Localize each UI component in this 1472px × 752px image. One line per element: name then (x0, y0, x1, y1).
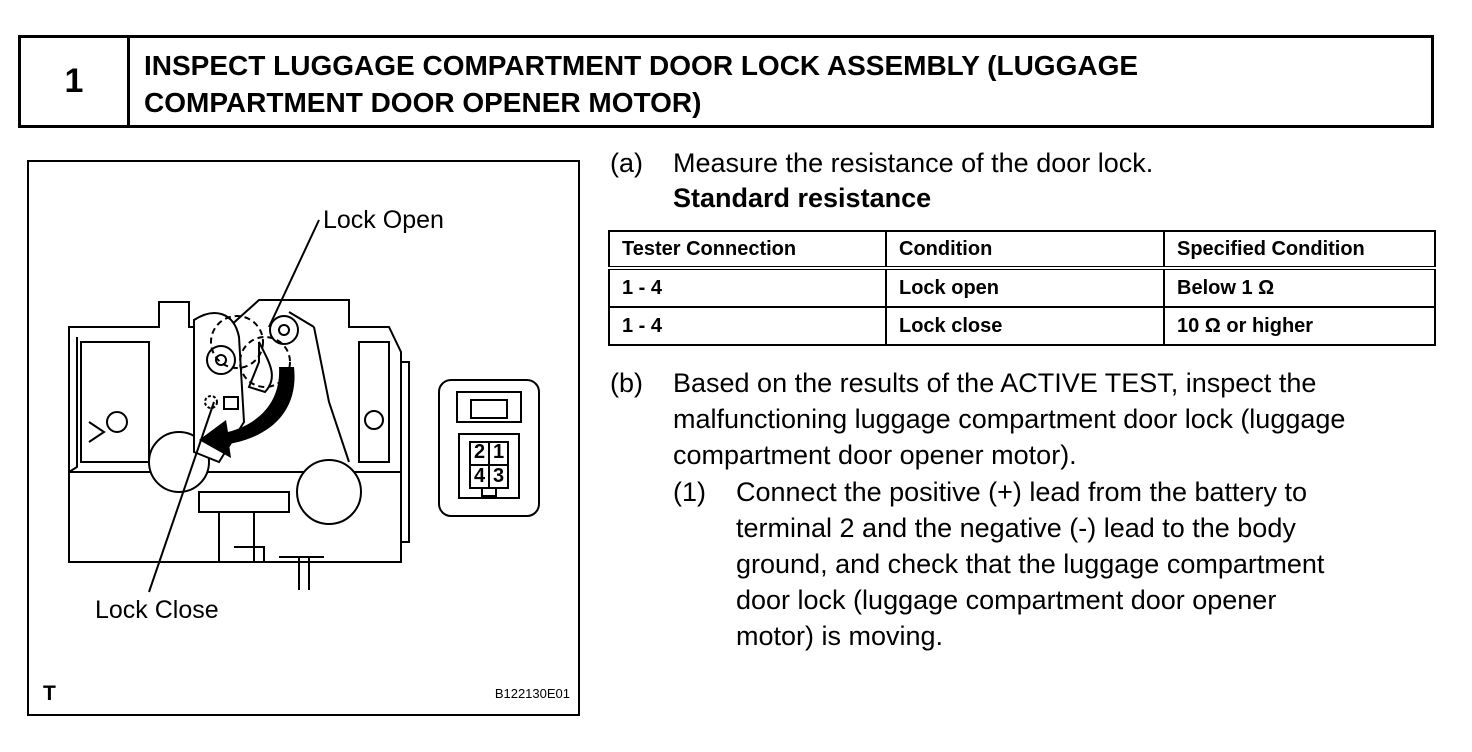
figure-code: B122130E01 (494, 686, 570, 701)
step-b1-line: Connect the positive (+) lead from the battery to (736, 477, 1308, 507)
column-header: Condition (886, 231, 1164, 268)
connector-pin-3: 3 (493, 465, 505, 487)
step-title (144, 47, 1344, 121)
table-row (609, 307, 1435, 345)
table-cell: 1 - 4 (609, 307, 886, 345)
table-cell: Below 1 Ω (1164, 268, 1435, 307)
step-b1-line: door lock (luggage compartment door opener (736, 585, 1277, 615)
step-title-line-2: COMPARTMENT DOOR OPENER MOTOR) (144, 87, 702, 118)
connector-pin-4: 4 (474, 465, 486, 487)
step-number: 1 (21, 38, 130, 125)
door-lock-illustration (27, 160, 580, 716)
step-b1-line: terminal 2 and the negative (-) lead to the body (736, 513, 1296, 543)
step-a-text: Measure the resistance of the door lock. (673, 148, 1154, 178)
lock-open-label: Lock Open (323, 206, 444, 234)
table-header-row (609, 231, 1435, 268)
door-lock-drawing (29, 162, 582, 718)
table-cell: 1 - 4 (609, 268, 886, 307)
connector-pin-2: 2 (474, 441, 486, 463)
table-cell: Lock close (886, 307, 1164, 345)
step-b1-line: motor) is moving. (736, 621, 944, 651)
column-header: Tester Connection (609, 231, 886, 268)
table-row (609, 268, 1435, 307)
connector-pin-1: 1 (493, 441, 505, 463)
figure-corner-mark: T (43, 682, 56, 705)
standard-resistance-heading: Standard resistance (673, 183, 932, 213)
step-header (18, 35, 1434, 128)
step-b-line: compartment door opener motor). (673, 440, 1077, 470)
step-b1-marker: (1) (673, 477, 706, 507)
step-title-line-1: INSPECT LUGGAGE COMPARTMENT DOOR LOCK ASSEMBLY (LUGGAGE (144, 50, 1139, 81)
table-cell: 10 Ω or higher (1164, 307, 1435, 345)
step-b-marker: (b) (610, 368, 643, 398)
step-b-line: Based on the results of the ACTIVE TEST, inspect the (673, 368, 1317, 398)
lock-close-label: Lock Close (95, 596, 219, 624)
resistance-spec-table (608, 230, 1436, 346)
step-a-marker: (a) (610, 148, 643, 178)
step-b-line: malfunctioning luggage compartment door lock (luggage (673, 404, 1346, 434)
column-header: Specified Condition (1164, 231, 1435, 268)
table-cell: Lock open (886, 268, 1164, 307)
step-b1-line: ground, and check that the luggage compartment (736, 549, 1325, 579)
